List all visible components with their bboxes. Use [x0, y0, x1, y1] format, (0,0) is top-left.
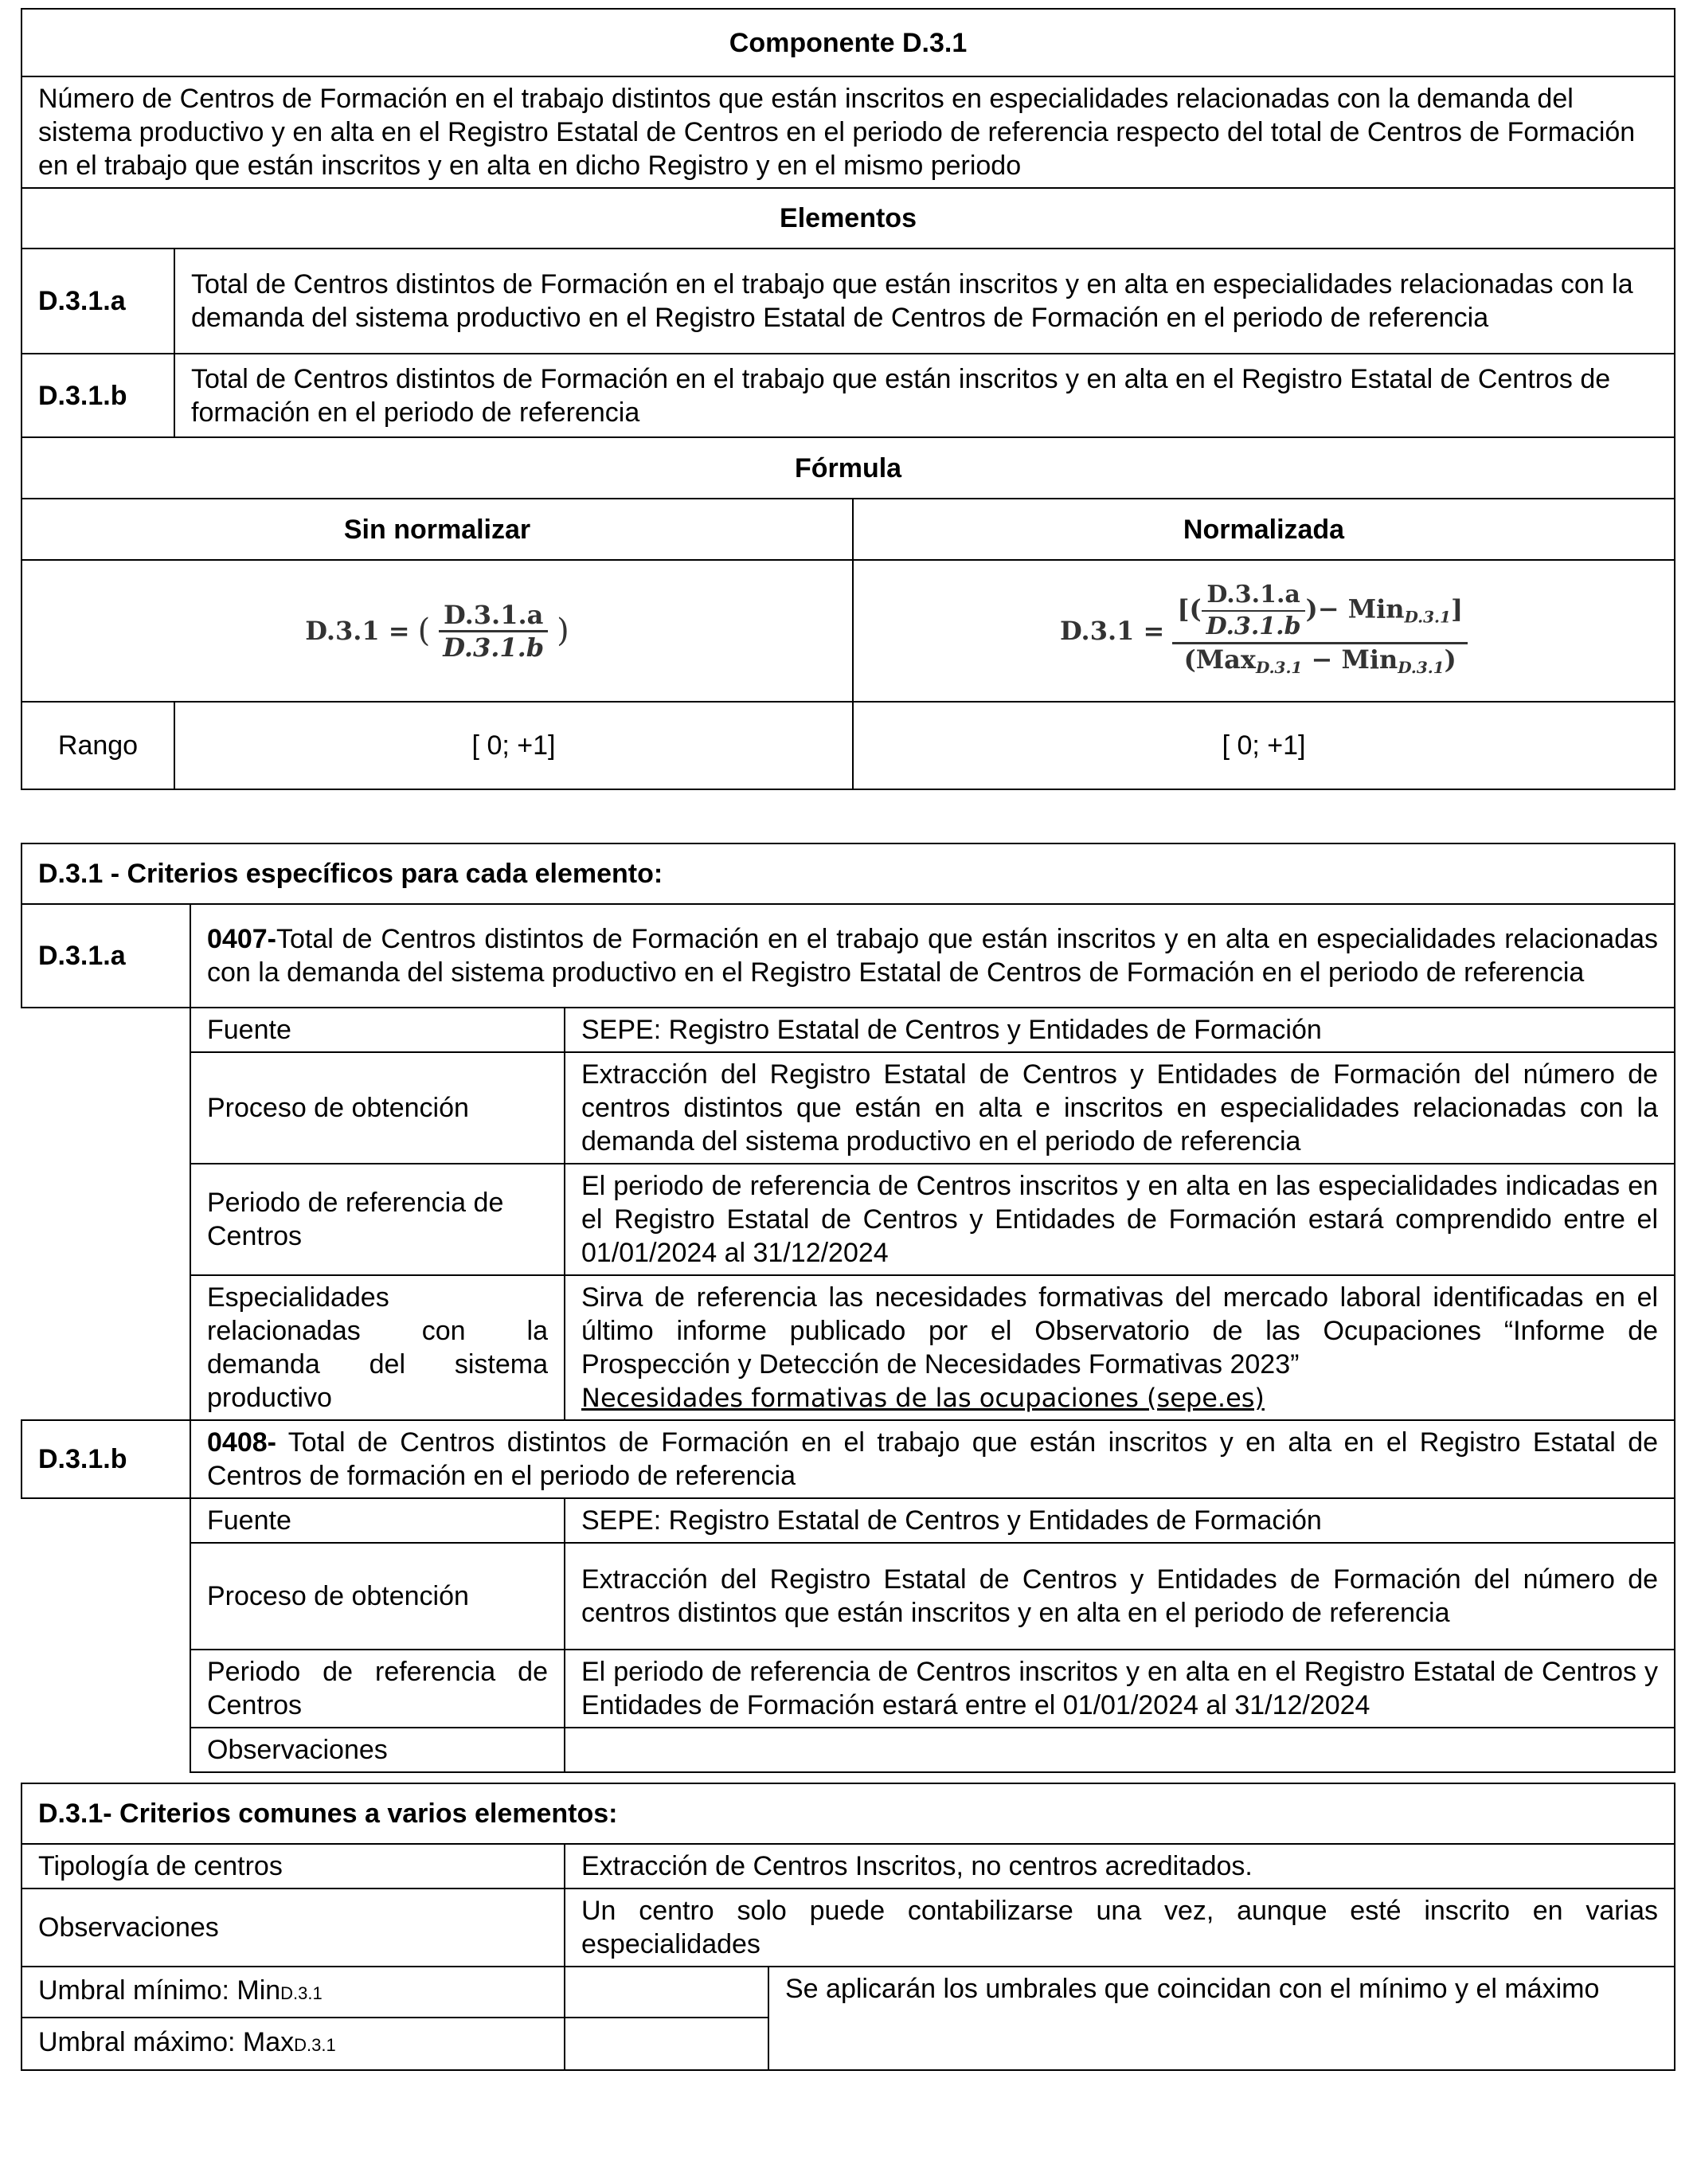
row-value: Sirva de referencia las necesidades formativas del mercado laboral identificadas en el último informe publicado por el Observatorio de las Ocupaciones “Informe de Prospección y Detección de Necesidades Formativas 2023” Necesidades formativas de las ocupaciones (sepe.es) [565, 1275, 1675, 1420]
indent-cell [22, 1164, 190, 1275]
common-criteria-title: D.3.1- Criterios comunes a varios elementos: [22, 1783, 1675, 1844]
row-label: Fuente [190, 1008, 565, 1052]
row-label: Periodo de referencia de Centros [190, 1164, 565, 1275]
indent-cell [22, 1008, 190, 1052]
criteria-text-a: 0407-Total de Centros distintos de Formación en el trabajo que están inscritos y en alta en especialidades relacionadas con la demanda del sistema productivo en el Registro Estatal de Centros de Formación en el periodo de referencia [190, 904, 1675, 1008]
col-raw-header: Sin normalizar [22, 499, 853, 560]
criteria-code-b: D.3.1.b [22, 1420, 190, 1498]
min-threshold-label: Umbral mínimo: MinD.3.1 [22, 1967, 565, 2018]
formula-header: Fórmula [22, 437, 1675, 499]
indent-cell [22, 1543, 190, 1650]
necesidades-link[interactable]: Necesidades formativas de las ocupaciones (sepe.es) [581, 1383, 1265, 1413]
component-description: Número de Centros de Formación en el trabajo distintos que están inscritos en especialidades relacionadas con la demanda del sistema productivo y en alta en el Registro Estatal de Centros en el periodo de referencia respecto del total de Centros de Formación en el trabajo que están inscritos y en alta en dicho Registro y en el mismo periodo [22, 76, 1675, 188]
row-label: Proceso de obtención [190, 1052, 565, 1164]
row-value: Extracción del Registro Estatal de Centros y Entidades de Formación del número de centros distintos que están inscritos y en alta en el periodo de referencia [565, 1543, 1675, 1650]
criteria-code-a: D.3.1.a [22, 904, 190, 1008]
row-label: Especialidades relacionadas con la demanda del sistema productivo [190, 1275, 565, 1420]
row-value: SEPE: Registro Estatal de Centros y Entidades de Formación [565, 1498, 1675, 1543]
formula-normalized: D.3.1 = [( $\frac{D.3.1.a}{D.3.1.b}$ )− Min$_{D.3.1}$] (Max$_{D.3.1}$ − Min$_{D.3.1}$) [853, 560, 1675, 702]
row-value: El periodo de referencia de Centros inscritos y en alta en las especialidades indicadas en el Registro Estatal de Centros y Entidades de Formación estará comprendido entre el 01/01/2024 al 31/12/2024 [565, 1164, 1675, 1275]
col-norm-header: Normalizada [853, 499, 1675, 560]
min-threshold-value [565, 1967, 768, 2018]
indent-cell [22, 1650, 190, 1728]
specific-criteria-table [21, 843, 1675, 1773]
row-value: El periodo de referencia de Centros inscritos y en alta en el Registro Estatal de Centros y Entidades de Formación estará entre el 01/01/2024 al 31/12/2024 [565, 1650, 1675, 1728]
elements-header: Elementos [22, 188, 1675, 249]
element-text-a: Total de Centros distintos de Formación en el trabajo que están inscritos y en alta en especialidades relacionadas con la demanda del sistema productivo en el Registro Estatal de Centros de Formación en el periodo de referencia [174, 249, 1675, 354]
row-value [565, 1728, 1675, 1772]
range-normalized: [ 0; +1] [853, 702, 1675, 789]
row-value: SEPE: Registro Estatal de Centros y Entidades de Formación [565, 1008, 1675, 1052]
specific-criteria-title: D.3.1 - Criterios específicos para cada elemento: [22, 843, 1675, 904]
indent-cell [22, 1498, 190, 1543]
indent-cell [22, 1052, 190, 1164]
row-label: Periodo de referencia de Centros [190, 1650, 565, 1728]
component-table [21, 8, 1675, 790]
indent-cell [22, 1275, 190, 1420]
criteria-text-b: 0408- Total de Centros distintos de Formación en el trabajo que están inscritos y en alta en el Registro Estatal de Centros de formación en el periodo de referencia [190, 1420, 1675, 1498]
formula-raw: D.3.1 = ( $\frac{D.3.1.a}{D.3.1.b}$ ) [22, 560, 853, 702]
row-label: Fuente [190, 1498, 565, 1543]
row-value: Extracción del Registro Estatal de Centros y Entidades de Formación del número de centros distintos que están en alta e inscritos en especialidades relacionadas con la demanda del sistema productivo en el periodo de referencia [565, 1052, 1675, 1164]
element-code-a: D.3.1.a [22, 249, 174, 354]
indent-cell [22, 1728, 190, 1772]
element-code-b: D.3.1.b [22, 354, 174, 437]
row-label: Proceso de obtención [190, 1543, 565, 1650]
common-criteria-table [21, 1783, 1675, 2071]
max-threshold-value [565, 2018, 768, 2070]
range-label: Rango [22, 702, 174, 789]
element-text-b: Total de Centros distintos de Formación en el trabajo que están inscritos y en alta en el Registro Estatal de Centros de formación en el periodo de referencia [174, 354, 1675, 437]
threshold-note: Se aplicarán los umbrales que coincidan con el mínimo y el máximo [768, 1967, 1675, 2070]
observaciones-label: Observaciones [22, 1888, 565, 1967]
max-threshold-label: Umbral máximo: MaxD.3.1 [22, 2018, 565, 2070]
observaciones-value: Un centro solo puede contabilizarse una vez, aunque esté inscrito en varias especialidades [565, 1888, 1675, 1967]
row-label: Observaciones [190, 1728, 565, 1772]
tipologia-value: Extracción de Centros Inscritos, no centros acreditados. [565, 1844, 1675, 1888]
tipologia-label: Tipología de centros [22, 1844, 565, 1888]
range-raw: [ 0; +1] [174, 702, 853, 789]
component-title: Componente D.3.1 [22, 9, 1675, 76]
